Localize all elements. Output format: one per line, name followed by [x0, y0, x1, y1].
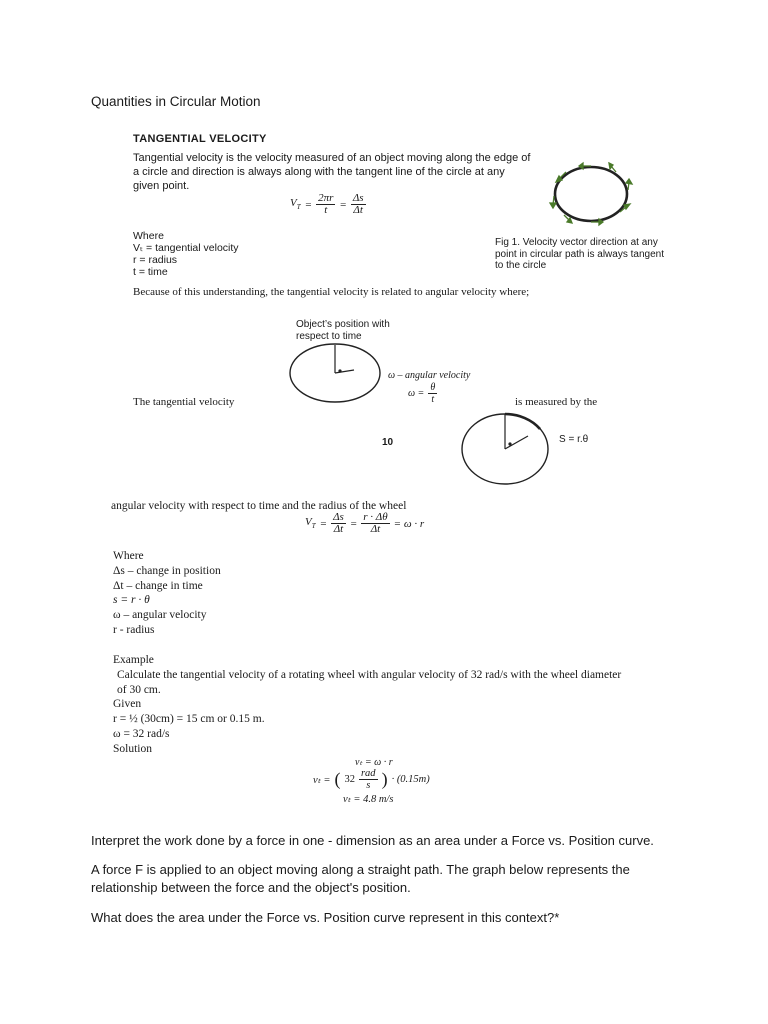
where-definitions — [133, 230, 239, 278]
given-radius: r = ½ (30cm) = 15 cm or 0.15 m. — [113, 713, 265, 726]
arc-length-circle — [460, 410, 550, 486]
angular-velocity-line: angular velocity with respect to time and the radius of the wheel — [111, 500, 407, 512]
because-text: Because of this understanding, the tangential velocity is related to angular velocity where; — [133, 286, 530, 298]
where2-item-2: s = r · θ — [113, 594, 150, 607]
vt-fraction-1 — [331, 512, 346, 535]
where2-label: Where — [113, 550, 144, 562]
where2-item-4: r - radius — [113, 623, 155, 636]
vt-sub: T — [311, 522, 316, 531]
omega-definition: ω – angular velocity — [388, 370, 471, 381]
sol2-fraction — [359, 768, 378, 791]
measured-by-text: is measured by the — [515, 396, 598, 408]
omega-numerator: θ — [430, 382, 436, 393]
where2-item-1: Δt – change in time — [113, 579, 203, 592]
formula-lhs-sub: T — [296, 203, 301, 212]
def-vt: Vₜ = tangential velocity — [133, 242, 239, 254]
arc-length-formula: S = r.θ — [559, 434, 589, 445]
given-omega: ω = 32 rad/s — [113, 727, 170, 740]
object-position-label: Object’s position with respect to time — [296, 319, 390, 342]
figure-1-caption: Fig 1. Velocity vector direction at any point in circular path is always tangent to the circle — [495, 237, 664, 271]
sol2-numerator: rad — [360, 768, 376, 779]
omega-fraction — [428, 382, 437, 405]
sol2-coef: 32 — [344, 774, 355, 785]
omega-formula — [408, 382, 437, 405]
example-block — [113, 653, 633, 757]
vt-omega-formula: $V_T$ = $\frac{\Delta s}{\Delta t}$ = $\frac{r \cdot \Delta\theta}{\Delta t}$ = ω · r — [305, 511, 425, 535]
def-r: r = radius — [133, 254, 178, 266]
example-problem: Calculate the tangential velocity of a rotating wheel with angular velocity of 32 rad/s with the wheel diameter of 30 cm. — [117, 668, 622, 696]
example-label: Example — [113, 654, 154, 666]
circle-velocity-figure — [540, 160, 645, 228]
vt-fraction-1-numerator: Δs — [333, 511, 344, 523]
section-heading-tangential-velocity: TANGENTIAL VELOCITY — [133, 133, 267, 145]
where2-item-0: Δs – change in position — [113, 564, 221, 577]
formula-fraction-1 — [316, 193, 335, 216]
fraction-1-numerator: 2πr — [318, 192, 334, 204]
number-ten: 10 — [382, 437, 394, 448]
formula-fraction-2 — [351, 193, 366, 216]
solution-line-3: vₜ = 4.8 m/s — [343, 794, 394, 805]
sol2-rhs: · (0.15m) — [391, 774, 430, 785]
vt-fraction-2-numerator: r · Δθ — [363, 511, 388, 523]
omega-denominator: t — [431, 394, 435, 405]
where2-item-3: ω – angular velocity — [113, 609, 207, 622]
question-text: What does the area under the Force vs. Position curve represent in this context?* — [91, 910, 560, 925]
sol2-lhs: vₜ = — [313, 774, 331, 786]
sol2-denominator: s — [366, 780, 371, 791]
force-description: A force F is applied to an object moving along a straight path. The graph below represents the relationship between the force and the object's position. — [91, 862, 630, 895]
fraction-1-denominator: t — [324, 204, 328, 216]
omega-lhs: ω = — [408, 388, 425, 399]
given-label: Given — [113, 698, 142, 711]
vt-lhs: V — [305, 516, 312, 529]
angular-position-circle — [288, 342, 382, 404]
solution-line-2: vₜ = ( 32 $\frac{\text{rad}}{s}$ ) · (0.15m) — [313, 768, 430, 791]
where-list — [113, 549, 221, 638]
vt-fraction-2 — [361, 512, 389, 535]
solution-label: Solution — [113, 742, 152, 755]
interpret-text: Interpret the work done by a force in one - dimension as an area under a Force vs. Position curve. — [91, 833, 654, 848]
fraction-2-numerator: Δs — [352, 192, 364, 204]
solution-line-1: vₜ = ω · r — [355, 757, 393, 768]
tangential-velocity-left-text: The tangential velocity — [133, 396, 235, 408]
document-title: Quantities in Circular Motion — [91, 94, 261, 109]
formula-lhs: V — [290, 197, 297, 210]
where-label: Where — [133, 230, 164, 242]
tangential-velocity-formula: $V_T$ = $\frac{2\pi r}{t}$ = $\frac{\Delta s}{\Delta t}$ — [290, 192, 364, 216]
vt-rhs: = ω · r — [393, 517, 425, 530]
tangential-description: Tangential velocity is the velocity measured of an object moving along the edge of a circle and direction is always along with the tangent line of the circle at any given point. — [133, 152, 531, 192]
vt-fraction-1-denominator: Δt — [333, 523, 344, 535]
vt-fraction-2-denominator: Δt — [370, 523, 381, 535]
fraction-2-denominator: Δt — [353, 204, 363, 216]
def-t: t = time — [133, 266, 168, 278]
